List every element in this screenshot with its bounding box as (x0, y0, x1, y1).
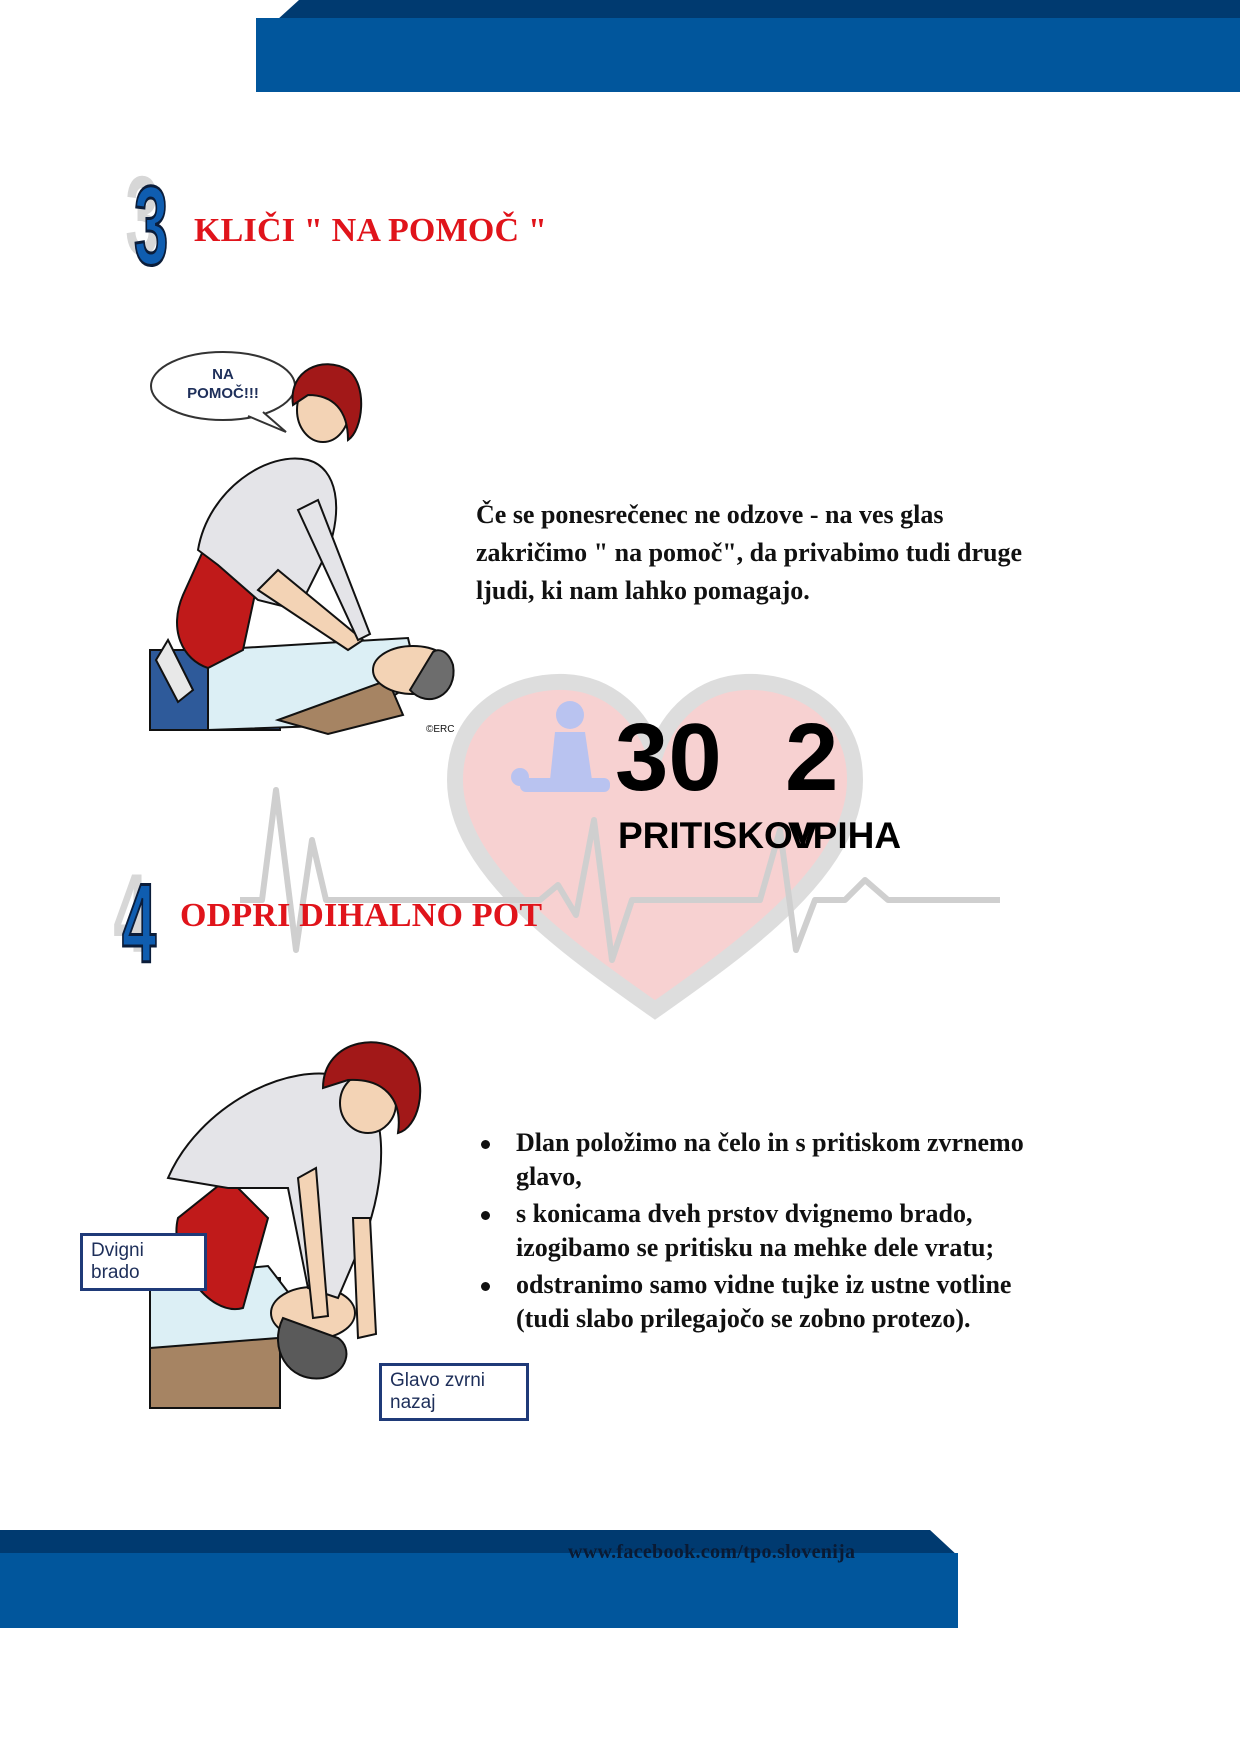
list-item-line: odstranimo samo vidne tujke iz ustne votline (516, 1270, 1012, 1299)
list-item-line: izogibamo se pritisku na mehke dele vratu; (516, 1233, 995, 1262)
step-3-description-line: zakričimo " na pomoč", da privabimo tudi druge (476, 538, 1022, 567)
tilt-head-label (379, 1363, 529, 1421)
step-3-description-line: ljudi, ki nam lahko pomagajo. (476, 576, 810, 605)
list-item-line: glavo, (516, 1162, 582, 1191)
step-3-description (476, 496, 1116, 610)
list-item (478, 1197, 1118, 1265)
step-4-number: 4 (122, 861, 157, 986)
step-3-illustration (148, 350, 460, 740)
bullet-icon (481, 1282, 490, 1291)
speech-bubble-line-1: NA (212, 366, 234, 383)
list-item (478, 1268, 1118, 1336)
lift-chin-label: Dvigni brado (80, 1233, 207, 1291)
step-4-title: ODPRI DIHALNO POT (180, 897, 543, 934)
list-item-line: s konicama dveh prstov dvignemo brado, (516, 1199, 973, 1228)
copyright-label: ©ERC (426, 724, 455, 735)
speech-bubble (151, 352, 295, 432)
watermark-breaths-number: 2 (785, 704, 839, 811)
header-band-shadow (277, 0, 1240, 20)
watermark-compressions-label: PRITISKOV (618, 815, 818, 856)
bullet-icon (481, 1211, 490, 1220)
watermark-compressions-number: 30 (615, 704, 722, 811)
step-4-illustration (148, 1018, 428, 1418)
list-item-line: Dlan položimo na čelo in s pritiskom zvrnemo (516, 1128, 1024, 1157)
list-item-line: (tudi slabo prilegajočo se zobno protezo). (516, 1304, 971, 1333)
header-band (256, 18, 1240, 92)
footer-band (0, 1553, 958, 1628)
step-3-number: 3 (134, 163, 169, 288)
step-3-title: KLIČI " NA POMOČ " (194, 212, 548, 249)
watermark-breaths-label: VPIHA (788, 815, 902, 856)
tilt-head-label-line: nazaj (390, 1392, 436, 1413)
step-3-description-line: Če se ponesrečenec ne odzove - na ves glas (476, 500, 944, 529)
list-item (478, 1126, 1118, 1194)
step-4-instructions (478, 1126, 1118, 1339)
speech-bubble-line-2: POMOČ!!! (187, 385, 259, 402)
tilt-head-label-line: Glavo zvrni (390, 1370, 486, 1391)
facebook-link[interactable]: www.facebook.com/tpo.slovenija (568, 1541, 856, 1563)
bullet-icon (481, 1140, 490, 1149)
